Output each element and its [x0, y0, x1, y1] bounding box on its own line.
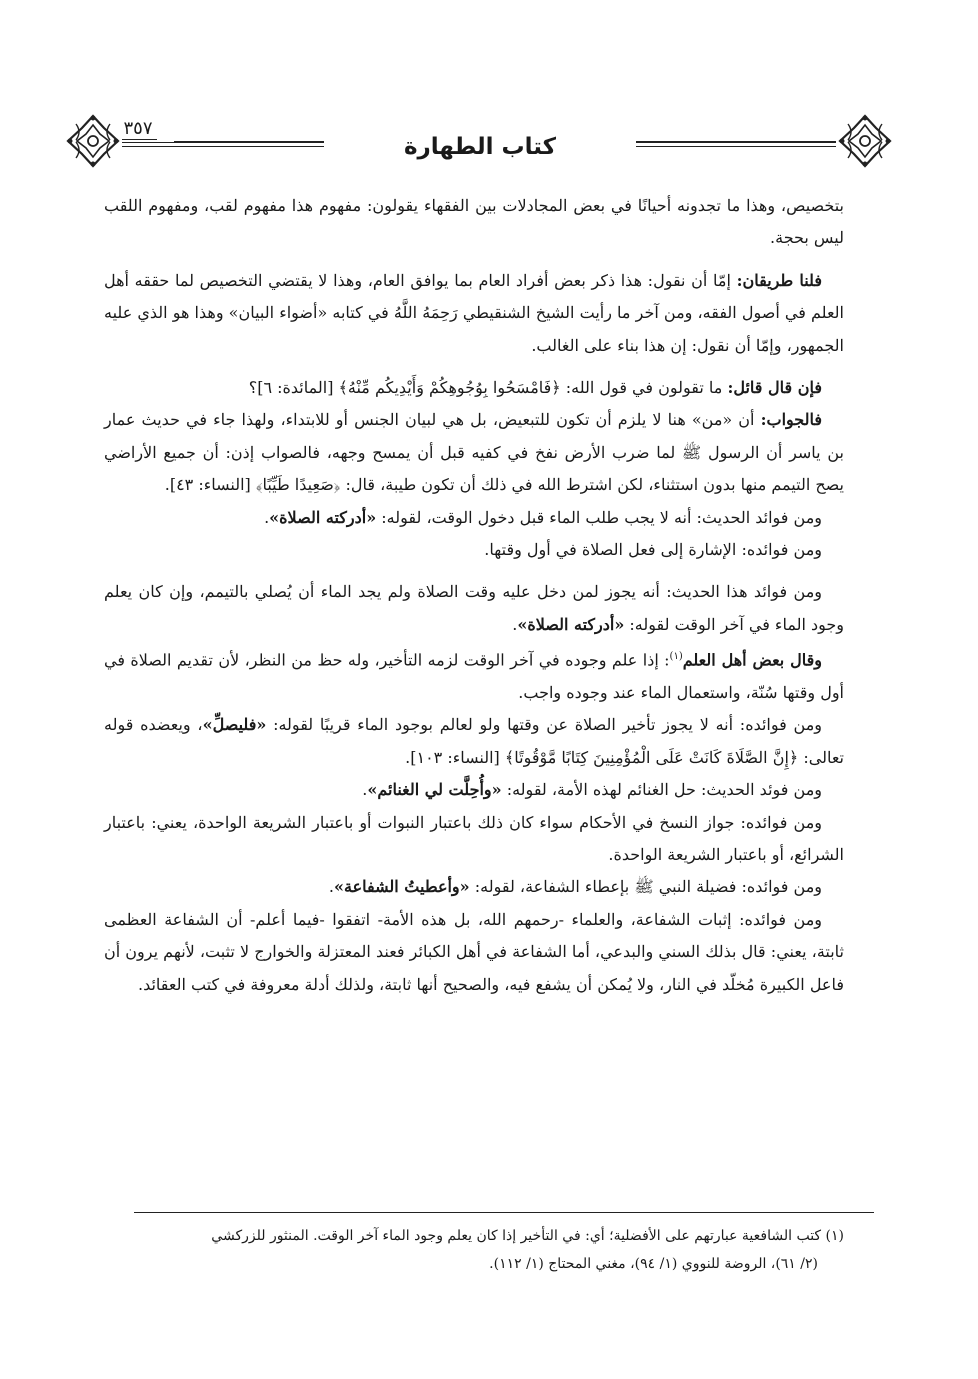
paragraph: فالجواب: أن «من» هنا لا يلزم أن تكون للتبعيض، بل هي لبيان الجنس أو للابتداء، ولهذا جاء في حديث عمار بن ياسر أن الرسول ﷺ لما ضرب الأرض نفخ في كفيه قبل أن يمسح وجهه، فالصواب إذن: أن جميع الأراضي يصح التيمم منها بدون استثناء، لكن اشترط الله في ذلك أن تكون طيبة، قال: ﴿صَعِيدًا طَيِّبًا﴾ [النساء: ٤٣]. [104, 410, 844, 495]
paragraph: ومن فوائده: إثبات الشفاعة، والعلماء -رحمهم الله، بل هذه الأمة- اتفقوا -فيما أعلم- أن الشفاعة العظمى ثابتة، يعني: قال بذلك السني والبدعي، أما الشفاعة في أهل الكبائر فعند المعتزلة والخوارج لا تثبت، لأنهم يرون أن فاعل الكبيرة مُخلّد في النار، ولا يُمكن أن يشفع فيه، والصحيح أنها ثابتة، ولذلك أدلة معروفة في كتب العقائد. [104, 909, 844, 994]
paragraph: ومن فوائده: الإشارة إلى فعل الصلاة في أول وقتها. [484, 540, 822, 560]
footnote-separator [134, 1212, 874, 1213]
paragraph: فلنا طريقان: إمّا أن نقول: هذا ذكر بعض أفراد العام بما يوافق العام، وهذا لا يقتضي التخصيص لما حققه أهل العلم في أصول الفقه، ومن آخر ما رأيت الشيخ الشنقيطي رَحِمَهُ اللَّهُ في كتابه «أضواء البيان» وهذا هو الذي عليه الجمهور، وإمّا أن نقول: إن هذا بناء على الغالب. [104, 270, 845, 355]
chapter-title-box [324, 118, 636, 168]
paragraph: ومن فوائده: فضيلة النبي ﷺ بإعطاء الشفاعة، لقوله: «وأعطيتُ الشفاعة». [328, 877, 822, 897]
paragraph: ومن فوائده: جواز النسخ في الأحكام سواء كان ذلك باعتبار النبوات أو باعتبار الشريعة الواحدة، يعني: باعتبار الشرائع، أو باعتبار الشريعة الواحدة. [104, 812, 844, 865]
paragraph: ومن فوئد الحديث: حل الغنائم لهذه الأمة، لقوله: «وأُحِلَّت لي الغنائم». [362, 780, 822, 800]
page-header [108, 112, 850, 174]
footnote-ref: (١) [669, 651, 683, 663]
page-number-text: ٣٥٧ [120, 118, 157, 140]
paragraph: وقال بعض أهل العلم$^{(١)}$: إذا علم وجوده في آخر الوقت لزمه التأخير، وله حظ من النظر، لأن تقديم الصلاة في أول وقتها سُنّة، واستعمال الماء عند وجوده واجب. [104, 650, 844, 703]
ornament-left-icon [64, 112, 122, 170]
footnote-line: (٢/ ٦١)، الروضة للنووي (١/ ٩٤)، مغني المحتاج (١/ ١١٢). [489, 1256, 818, 1272]
paragraph: فإن قال قائل: ما تقولون في قول الله: ﴿فَامْسَحُوا بِوُجُوهِكُمْ وَأَيْدِيكُم مِّنْهُ﴾ [المائدة: ٦]؟ [248, 378, 822, 398]
paragraph: بتخصيص، وهذا ما تجدونه أحيانًا في بعض المجادلات بين الفقهاء يقولون: مفهوم هذا مفهوم لقب، ومفهوم اللقب ليس بحجة. [104, 196, 844, 248]
footnote [104, 1222, 844, 1278]
footnote-line: (١) كتب الشافعية عبارتهم على الأفضلية؛ أي: في التأخير إذا كان يعلم وجود الماء آخر الوقت. المنثور للزركشي [211, 1228, 844, 1244]
paragraph: ومن فوائد الحديث: أنه لا يجب طلب الماء قبل دخول الوقت، لقوله: «أدركته الصلاة». [264, 507, 822, 527]
ornament-right-icon [836, 112, 894, 170]
page-body [104, 190, 844, 1001]
paragraph: ومن فوائده: أنه لا يجوز تأخير الصلاة عن وقتها ولو لعالم بوجود الماء قريبًا لقوله: «فليصلِّ»، ويعضده قوله تعالى: ﴿إِنَّ الصَّلَاةَ كَانَتْ عَلَى الْمُؤْمِنِينَ كِتَابًا مَّوْقُوتًا﴾ [النساء: ١٠٣]. [104, 715, 844, 767]
chapter-title: كتاب الطهارة [403, 134, 557, 160]
paragraph: ومن فوائد هذا الحديث: أنه يجوز لمن دخل عليه وقت الصلاة ولم يجد الماء أن يُصلي بالتيمم، وإن كان يعلم وجود الماء في آخر الوقت لقوله: «أدركته الصلاة». [104, 582, 844, 634]
